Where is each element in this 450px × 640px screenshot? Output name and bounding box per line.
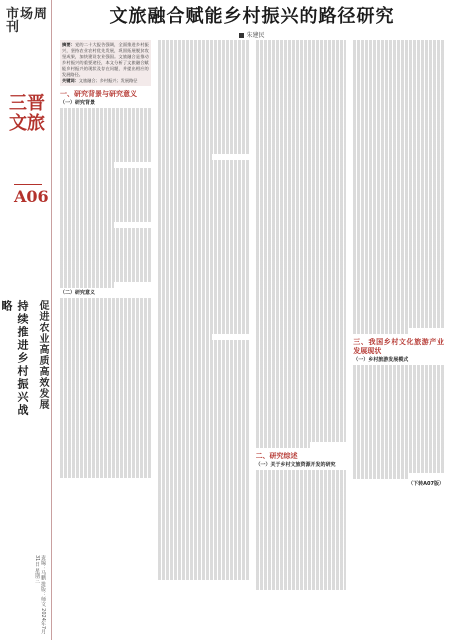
text-filler	[353, 40, 444, 334]
article-byline	[60, 30, 444, 39]
abstract-text: 党的二十大报告强调，全面推进乡村振兴，坚持农业农村优先发展，巩固拓展脱贫攻坚成果，加快建设农业强国。文旅融合是推动乡村振兴的重要途径，本文分析了文旅融合赋能乡村振兴的现状及存在问题，并提出相应的发展路径。	[62, 42, 149, 77]
keywords-label: 关键词：	[62, 78, 79, 83]
article-column-3	[256, 40, 347, 636]
article-column-2	[158, 40, 249, 636]
sub-heading: （二）研究意义	[60, 290, 96, 296]
vertical-sub-headline: 促进农业高质高效发展	[37, 300, 48, 410]
text-filler	[353, 365, 444, 479]
sub-heading: （一）关于乡村文旅资源开发的研究	[255, 462, 336, 468]
section-heading: 二、研究综述	[255, 451, 298, 460]
keywords-text: 文旅融合；乡村振兴；发展路径	[78, 78, 138, 83]
article-column-1	[60, 40, 151, 636]
byline-square-icon	[239, 33, 244, 38]
newspaper-logo: 市场周刊	[6, 7, 49, 35]
article-title: 文旅融合赋能乡村振兴的路径研究	[109, 6, 395, 27]
text-filler	[256, 470, 347, 590]
vertical-banner: 持续推进乡村振兴战略	[0, 300, 29, 417]
continue-note: （下转A07版）	[408, 481, 444, 487]
text-filler	[60, 108, 151, 288]
text-filler	[256, 40, 347, 448]
article-main	[60, 6, 444, 636]
section-heading: 三、我国乡村文化旅游产业发展现状	[353, 337, 444, 355]
text-filler	[158, 40, 249, 580]
sub-heading: （一）研究背景	[60, 100, 96, 106]
sub-heading: （一）乡村旅游发展模式	[353, 357, 409, 363]
article-columns	[60, 40, 444, 636]
byline-author: 朱建民	[246, 32, 265, 39]
abstract-box	[60, 40, 151, 86]
masthead-sidebar	[0, 0, 52, 640]
issue-info: 责编：马鹏 排版：师文 2024年7月31日 星期三	[34, 555, 46, 635]
text-filler	[60, 298, 151, 478]
column-name: 三晋文旅	[9, 93, 45, 134]
abstract-label: 摘要：	[62, 42, 76, 47]
article-column-4	[353, 40, 444, 636]
keywords	[62, 78, 149, 84]
section-heading: 一、研究背景与研究意义	[60, 89, 137, 98]
page-number-badge: A06	[14, 184, 42, 206]
